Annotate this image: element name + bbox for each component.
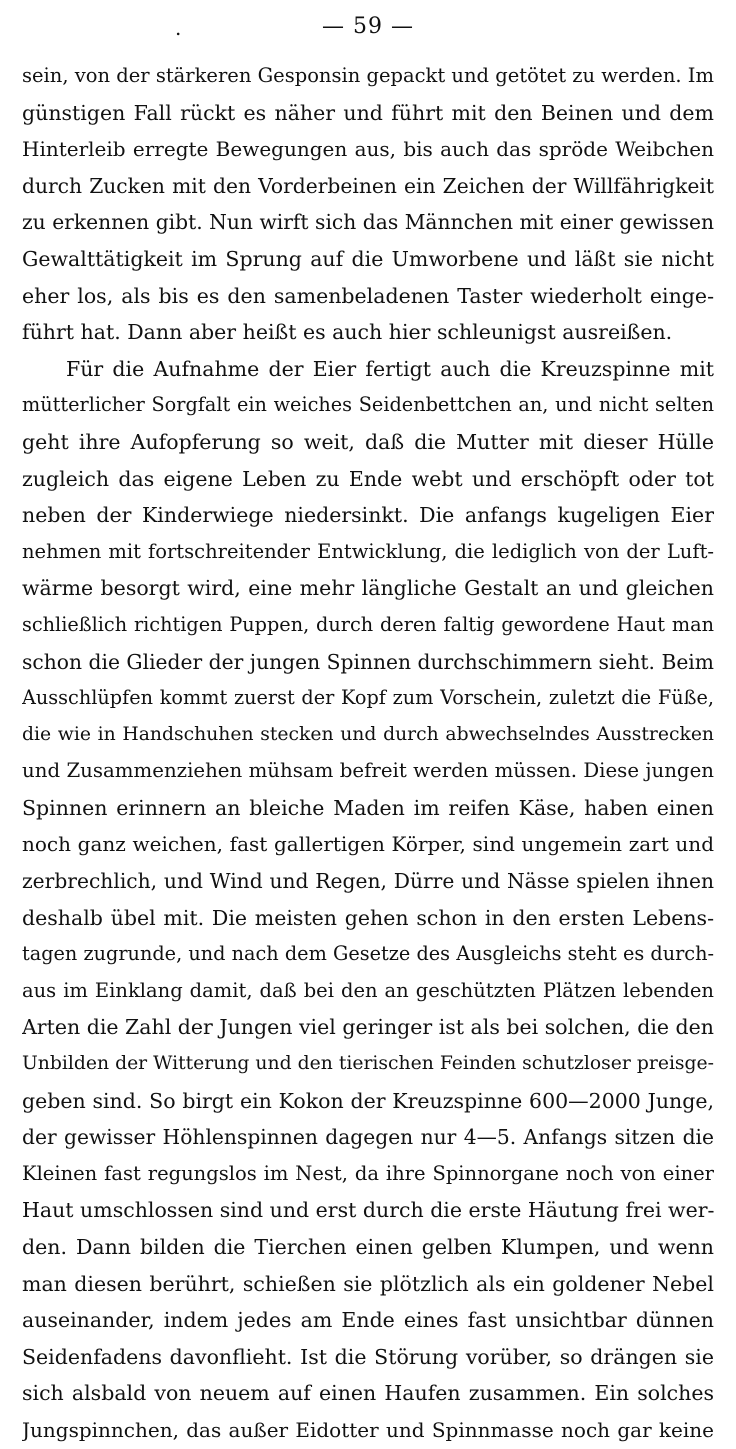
text-line: Kleinen fast regungslos im Nest, da ihre Spinnorgane noch von einer	[22, 1161, 714, 1185]
text-line: geben sind. So birgt ein Kokon der Kreuzspinne 600—2000 Junge,	[22, 1088, 714, 1113]
text-line: zerbrechlich, und Wind und Regen, Dürre und Nässe spielen ihnen	[22, 869, 714, 894]
text-line: die wie in Handschuhen stecken und durch abwechselndes Ausstrecken	[22, 723, 714, 745]
text-line: auseinander, indem jedes am Ende eines fast unsichtbar dünnen	[22, 1308, 714, 1333]
text-line: Jungspinnchen, das außer Eidotter und Spinnmasse noch gar keine	[22, 1417, 714, 1442]
text-line: eher los, als bis es den samenbeladenen Taster wiederholt einge-	[22, 283, 714, 308]
text-line: und Zusammenziehen mühsam befreit werden müssen. Diese jungen	[22, 759, 714, 783]
text-line: Für die Aufnahme der Eier fertigt auch die Kreuzspinne mit	[66, 356, 714, 381]
text-line: wärme besorgt wird, eine mehr längliche Gestalt an und gleichen	[22, 576, 714, 601]
text-line: führt hat. Dann aber heißt es auch hier schleunigst ausreißen.	[22, 320, 673, 345]
text-line: neben der Kinderwiege niedersinkt. Die anfangs kugeligen Eier	[22, 503, 714, 528]
text-line: Gewalttätigkeit im Sprung auf die Umworbene und läßt sie nicht	[22, 246, 714, 271]
text-line: nehmen mit fortschreitender Entwicklung, die lediglich von der Luft-	[22, 539, 714, 563]
text-line: zu erkennen gibt. Nun wirft sich das Männchen mit einer gewissen	[22, 210, 714, 235]
text-line: durch Zucken mit den Vorderbeinen ein Zeichen der Willfährigkeit	[22, 173, 714, 198]
page-number: — 59 —	[322, 14, 414, 39]
text-line: sich alsbald von neuem auf einen Haufen zusammen. Ein solches	[22, 1381, 714, 1406]
text-line: man diesen berührt, schießen sie plötzlich als ein goldener Nebel	[22, 1271, 714, 1296]
text-line: mütterlicher Sorgfalt ein weiches Seidenbettchen an, und nicht selten	[22, 393, 714, 417]
text-line: Spinnen erinnern an bleiche Maden im reifen Käse, haben einen	[22, 795, 714, 820]
text-line: den. Dann bilden die Tierchen einen gelben Klumpen, und wenn	[22, 1235, 714, 1259]
text-line: sein, von der stärkeren Gesponsin gepackt und getötet zu werden. Im	[22, 64, 714, 87]
text-body	[22, 58, 714, 1449]
text-line: schon die Glieder der jungen Spinnen durchschimmern sieht. Beim	[22, 649, 714, 674]
header-dot: .	[175, 16, 182, 40]
text-line: günstigen Fall rückt es näher und führt mit den Beinen und dem	[22, 100, 714, 125]
text-line: Haut umschlossen sind und erst durch die erste Häutung frei wer-	[22, 1198, 714, 1223]
text-line: Ausschlüpfen kommt zuerst der Kopf zum Vorschein, zuletzt die Füße,	[22, 686, 714, 710]
text-line: Unbilden der Witterung und den tierischen Feinden schutzloser preisge-	[22, 1053, 714, 1075]
text-line: Hinterleib erregte Bewegungen aus, bis auch das spröde Weibchen	[22, 137, 714, 162]
text-line: deshalb übel mit. Die meisten gehen schon in den ersten Lebens-	[22, 905, 714, 930]
text-line: zugleich das eigene Leben zu Ende webt und erschöpft oder tot	[22, 466, 714, 491]
text-line: der gewisser Höhlenspinnen dagegen nur 4—5. Anfangs sitzen die	[22, 1125, 714, 1150]
text-line: noch ganz weichen, fast gallertigen Körper, sind ungemein zart und	[22, 832, 714, 857]
text-line: schließlich richtigen Puppen, durch deren faltig gewordene Haut man	[22, 612, 714, 636]
text-line: aus im Einklang damit, daß bei den an geschützten Plätzen lebenden	[22, 978, 714, 1002]
text-line: tagen zugrunde, und nach dem Gesetze des Ausgleichs steht es durch-	[22, 942, 714, 966]
page-header	[0, 10, 736, 44]
text-line: Arten die Zahl der Jungen viel geringer ist als bei solchen, die den	[22, 1015, 714, 1040]
text-line: Seidenfadens davonflieht. Ist die Störung vorüber, so drängen sie	[22, 1344, 714, 1369]
text-line: geht ihre Aufopferung so weit, daß die Mutter mit dieser Hülle	[22, 429, 714, 454]
